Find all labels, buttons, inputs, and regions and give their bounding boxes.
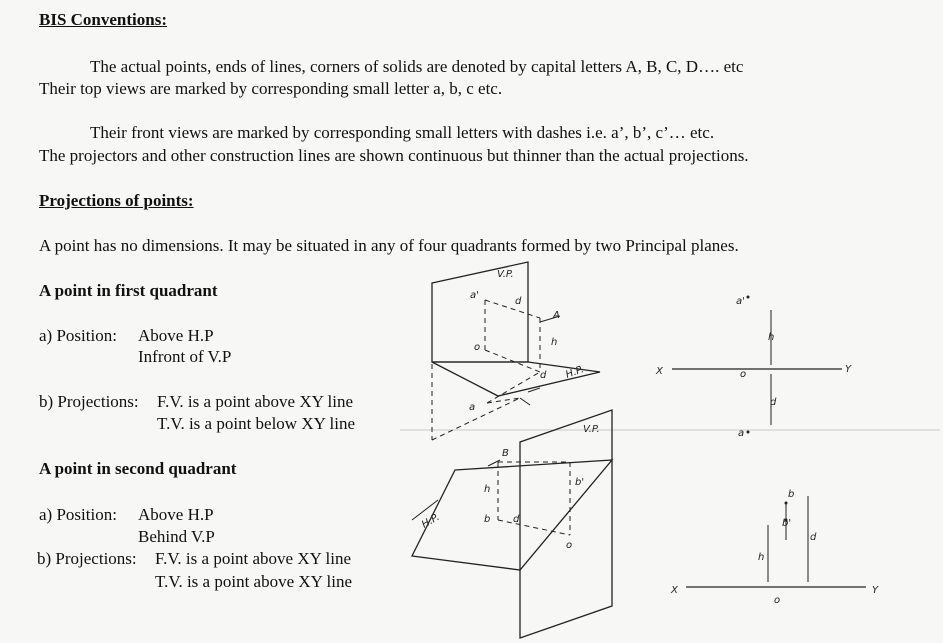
x-label-q2: X	[671, 585, 678, 596]
bis-text-line-3: Their front views are marked by corresponding small letters with dashes i.e. a’, b’, c’… etc.	[90, 123, 715, 142]
projector-o-q1	[485, 350, 540, 372]
second-position-label: a) Position:	[39, 505, 117, 524]
b-dash-label-q2: b'	[575, 477, 585, 488]
hp-extension-q1	[432, 398, 520, 440]
tv-point-q1	[747, 431, 750, 434]
first-projection-1: F.V. is a point above XY line	[157, 392, 354, 411]
o-label-q2: o	[566, 540, 573, 551]
bis-heading: BIS Conventions:	[39, 10, 168, 29]
b-dash-orth-q2: b'	[782, 518, 792, 529]
first-position-label: a) Position:	[39, 326, 117, 345]
h-label-q1: h	[551, 337, 558, 348]
first-projection-2: T.V. is a point below XY line	[157, 414, 355, 433]
vp-plane-q2	[520, 410, 612, 638]
b-orth-q2: b	[788, 489, 795, 500]
second-projection-1: F.V. is a point above XY line	[155, 549, 352, 568]
fv-point-q1	[747, 296, 750, 299]
h-orth-q2: h	[758, 552, 765, 563]
x-label-q1: X	[656, 366, 663, 377]
d-label-q2: d	[513, 514, 520, 525]
o-orth-q1: o	[740, 369, 747, 380]
first-quadrant-title: A point in first quadrant	[39, 281, 218, 300]
intro-text: A point has no dimensions. It may be situated in any of four quadrants formed by two Principal planes.	[39, 236, 739, 255]
h-orth-q1: h	[768, 332, 775, 343]
a-orth-q1: a	[738, 428, 745, 439]
first-quadrant-pictorial	[432, 262, 600, 440]
point-A-label: A	[553, 310, 560, 321]
h-label-q2: h	[484, 484, 491, 495]
projections-heading: Projections of points:	[39, 191, 194, 210]
second-quadrant-orthographic	[670, 489, 879, 606]
tv-point-q2	[785, 502, 788, 505]
y-label-q2: Y	[872, 585, 879, 596]
y-label-q1: Y	[845, 364, 852, 375]
second-position-1: Above H.P	[138, 505, 214, 524]
o-label-q1: o	[474, 342, 481, 353]
d-orth-q2: d	[810, 532, 817, 543]
b-label-q2: b	[484, 514, 491, 525]
o-orth-q2: o	[774, 595, 781, 606]
point-B-label: B	[502, 448, 509, 459]
vp-label-q1: V.P.	[497, 269, 514, 280]
bis-text-line-2: Their top views are marked by corresponding small letter a, b, c etc.	[39, 79, 503, 98]
a-dash-orth-q1: a'	[736, 296, 745, 307]
a-dash-label-q1: a'	[470, 290, 479, 301]
a-label-q1: a	[469, 402, 476, 413]
second-quadrant-pictorial	[412, 410, 612, 638]
d-orth-q1: d	[770, 397, 777, 408]
projector-fv-q1	[485, 300, 540, 318]
second-projection-2: T.V. is a point above XY line	[155, 572, 353, 591]
vp-label-q2: V.P.	[583, 424, 600, 435]
second-position-2: Behind V.P	[138, 527, 215, 546]
first-projections-label: b) Projections:	[39, 392, 139, 411]
first-position-2: Infront of V.P	[138, 347, 232, 366]
bis-text-line-4: The projectors and other construction lines are shown continuous but thinner than the actual projections.	[39, 146, 749, 165]
first-quadrant-orthographic	[655, 296, 852, 440]
d2-label-q1: d	[540, 370, 547, 381]
second-projections-label: b) Projections:	[37, 549, 137, 568]
bis-text-line-1: The actual points, ends of lines, corners of solids are denoted by capital letters A, B, C, D…. etc	[90, 57, 744, 76]
arrow-ha-q1	[520, 398, 530, 405]
hp-label-q2: H.P.	[420, 511, 442, 531]
first-position-1: Above H.P	[138, 326, 214, 345]
hp-label-q1: H.P.	[564, 364, 586, 381]
second-quadrant-title: A point in second quadrant	[39, 459, 237, 478]
d-label-q1: d	[515, 296, 522, 307]
